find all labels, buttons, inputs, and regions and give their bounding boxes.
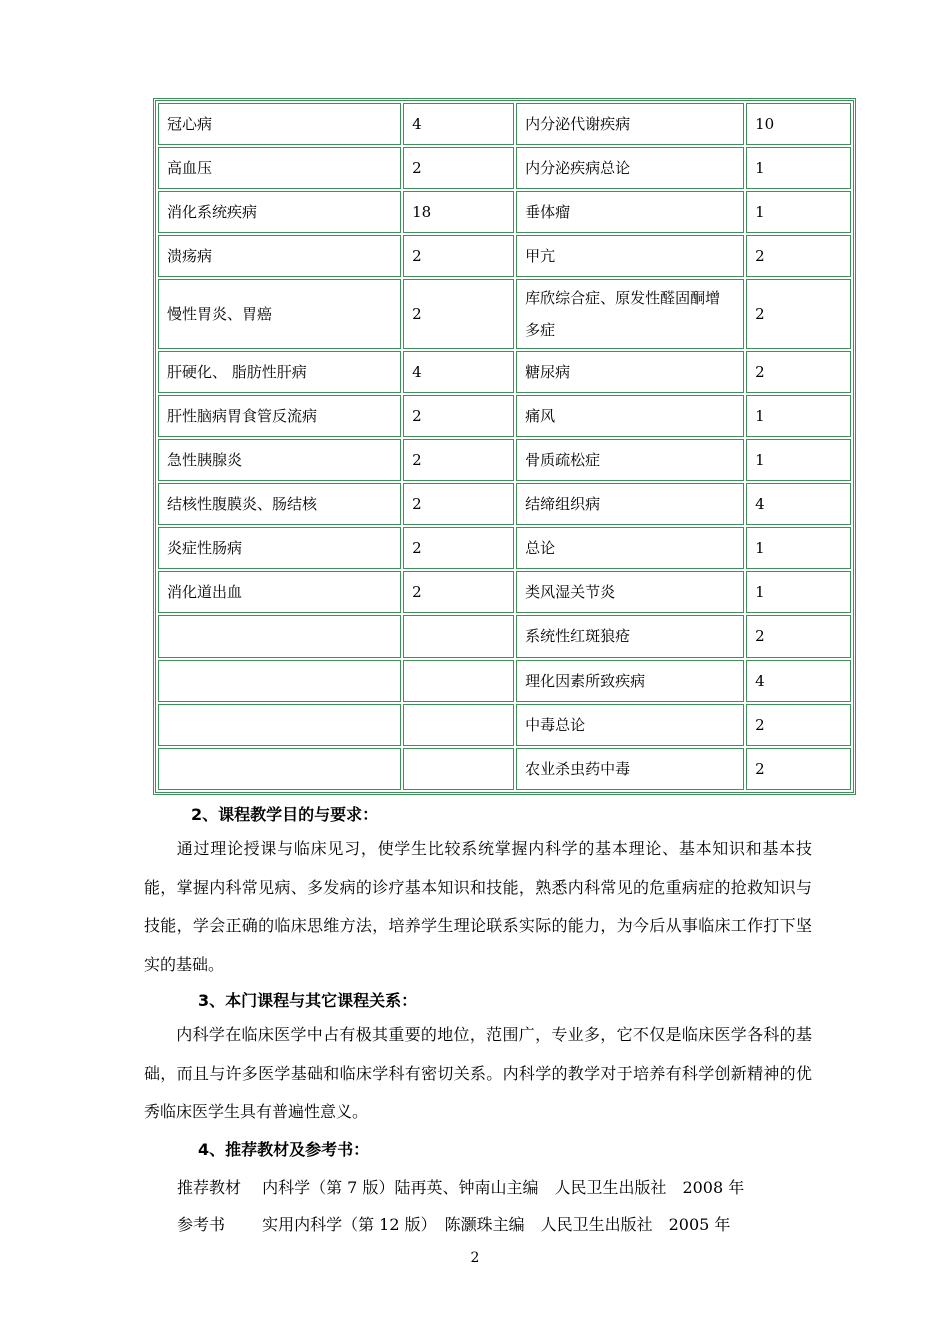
hours-cell: 1 xyxy=(746,439,851,481)
hours-cell: 2 xyxy=(403,439,514,481)
hours-cell xyxy=(403,660,514,702)
table-row xyxy=(158,748,851,790)
topic-cell: 糖尿病 xyxy=(516,351,744,393)
hours-cell: 1 xyxy=(746,395,851,437)
topic-cell: 中毒总论 xyxy=(516,704,744,746)
topic-cell: 系统性红斑狼疮 xyxy=(516,615,744,657)
hours-cell: 4 xyxy=(403,351,514,393)
topic-cell: 垂体瘤 xyxy=(516,191,744,233)
hours-cell: 1 xyxy=(746,571,851,613)
hours-cell: 2 xyxy=(403,571,514,613)
table-row xyxy=(158,147,851,189)
hours-cell: 2 xyxy=(403,235,514,277)
section2-body xyxy=(144,830,812,984)
section2-body-text: 通过理论授课与临床见习，使学生比较系统掌握内科学的基本理论、基本知识和基本技能，掌握内科常见病、多发病的诊疗基本知识和技能，熟悉内科常见的危重病症的抢救知识与技能，学会正确的临床思维方法，培养学生理论联系实际的能力，为今后从事临床工作打下坚实的基础。 xyxy=(144,839,812,974)
table-row xyxy=(158,439,851,481)
topic-cell: 甲亢 xyxy=(516,235,744,277)
topic-cell: 理化因素所致疾病 xyxy=(516,660,744,702)
topic-cell: 慢性胃炎、胃癌 xyxy=(158,279,401,348)
topic-cell xyxy=(158,704,401,746)
topic-cell xyxy=(158,660,401,702)
hours-cell: 4 xyxy=(403,103,514,145)
topic-cell: 骨质疏松症 xyxy=(516,439,744,481)
hours-cell: 2 xyxy=(746,351,851,393)
topic-cell: 总论 xyxy=(516,527,744,569)
table-row xyxy=(158,103,851,145)
table-row xyxy=(158,235,851,277)
table-row xyxy=(158,191,851,233)
topic-cell: 痛风 xyxy=(516,395,744,437)
table-row xyxy=(158,395,851,437)
topic-cell: 炎症性肠病 xyxy=(158,527,401,569)
hours-cell: 2 xyxy=(403,527,514,569)
hours-cell: 2 xyxy=(746,279,851,348)
hours-cell: 2 xyxy=(403,147,514,189)
hours-cell: 2 xyxy=(746,235,851,277)
table-row xyxy=(158,615,851,657)
hours-cell: 2 xyxy=(403,395,514,437)
hours-cell xyxy=(403,748,514,790)
hours-cell: 4 xyxy=(746,660,851,702)
hours-cell: 18 xyxy=(403,191,514,233)
hours-cell: 2 xyxy=(746,748,851,790)
topic-cell xyxy=(158,748,401,790)
topic-cell: 肝性脑病胃食管反流病 xyxy=(158,395,401,437)
hours-cell: 10 xyxy=(746,103,851,145)
table-row xyxy=(158,704,851,746)
page-number: 2 xyxy=(470,1250,480,1266)
table-row xyxy=(158,527,851,569)
hours-cell: 2 xyxy=(746,615,851,657)
topic-cell: 冠心病 xyxy=(158,103,401,145)
hours-cell: 2 xyxy=(403,279,514,348)
hours-cell: 1 xyxy=(746,191,851,233)
hours-grid xyxy=(156,101,853,792)
topic-cell: 类风湿关节炎 xyxy=(516,571,744,613)
topic-cell: 库欣综合症、原发性醛固酮增多症 xyxy=(516,279,744,348)
topic-cell: 结缔组织病 xyxy=(516,483,744,525)
table-row xyxy=(158,279,851,348)
topic-cell xyxy=(158,615,401,657)
topic-cell: 内分泌代谢疾病 xyxy=(516,103,744,145)
topic-cell: 结核性腹膜炎、肠结核 xyxy=(158,483,401,525)
section2-heading: 2、课程教学目的与要求： xyxy=(191,805,379,824)
topic-cell: 高血压 xyxy=(158,147,401,189)
section4-heading: 4、推荐教材及参考书： xyxy=(198,1140,370,1159)
topic-cell: 急性胰腺炎 xyxy=(158,439,401,481)
course-hours-table xyxy=(153,98,856,795)
section3-body-text: 内科学在临床医学中占有极其重要的地位，范围广，专业多，它不仅是临床医学各科的基础，而且与许多医学基础和临床学科有密切关系。内科学的教学对于培养有科学创新精神的优秀临床医学生具有普遍性意义。 xyxy=(144,1025,812,1121)
textbook-line: 推荐教材 内科学（第 7 版）陆再英、钟南山主编 人民卫生出版社 2008 年 xyxy=(177,1178,745,1197)
topic-cell: 肝硬化、 脂肪性肝病 xyxy=(158,351,401,393)
topic-cell: 溃疡病 xyxy=(158,235,401,277)
table-row xyxy=(158,571,851,613)
section3-body xyxy=(144,1016,812,1132)
hours-cell: 1 xyxy=(746,527,851,569)
topic-cell: 内分泌疾病总论 xyxy=(516,147,744,189)
topic-cell: 农业杀虫药中毒 xyxy=(516,748,744,790)
hours-cell xyxy=(403,615,514,657)
table-row xyxy=(158,351,851,393)
hours-cell: 4 xyxy=(746,483,851,525)
hours-cell: 2 xyxy=(746,704,851,746)
hours-cell: 2 xyxy=(403,483,514,525)
topic-cell: 消化道出血 xyxy=(158,571,401,613)
topic-cell: 消化系统疾病 xyxy=(158,191,401,233)
reference-line: 参考书 实用内科学（第 12 版） 陈灏珠主编 人民卫生出版社 2005 年 xyxy=(177,1215,731,1234)
table-row xyxy=(158,660,851,702)
table-row xyxy=(158,483,851,525)
section3-heading: 3、本门课程与其它课程关系： xyxy=(198,991,418,1010)
hours-cell: 1 xyxy=(746,147,851,189)
hours-cell xyxy=(403,704,514,746)
